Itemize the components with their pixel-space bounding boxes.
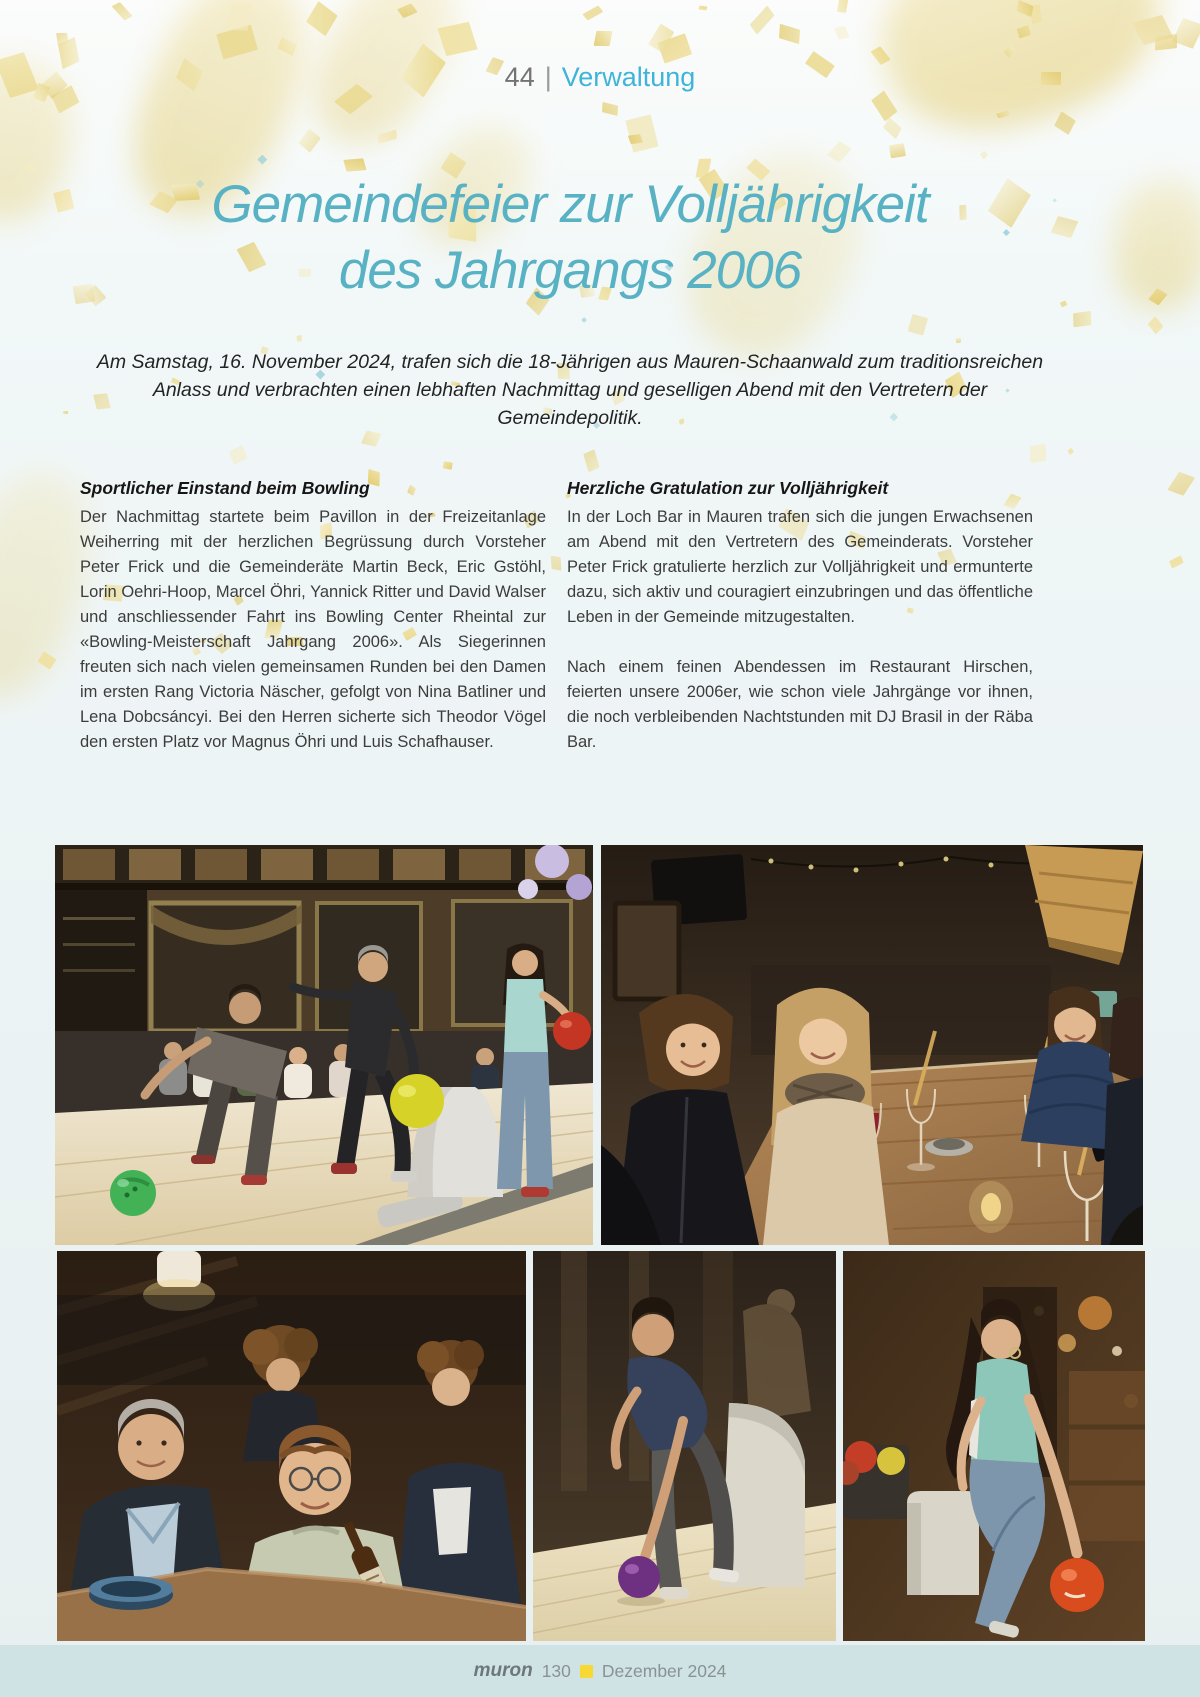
photo-bowling-alley-action: [55, 845, 593, 1245]
column-left: [80, 478, 546, 755]
bar-table-illustration: [601, 845, 1143, 1245]
page-number: 44: [504, 62, 535, 92]
purple-ball-illustration: [533, 1251, 836, 1641]
red-ball-illustration: [843, 1251, 1145, 1641]
title-line-2: des Jahrgangs 2006: [338, 241, 802, 300]
issue-number: 130: [541, 1660, 571, 1681]
ball-rack: [843, 1441, 909, 1519]
footer: [0, 1645, 1200, 1697]
green-bowling-ball: [110, 1170, 156, 1216]
lane-machine: [907, 1491, 979, 1595]
red-bowling-ball: [1050, 1558, 1104, 1612]
blue-bowl: [89, 1576, 173, 1610]
photo-bowling-purple-ball: [533, 1251, 836, 1641]
left-column-body: Der Nachmittag startete beim Pavillon in der Freizeitanlage Weiherring mit der herzlichen Begrüssung durch Vorsteher Peter Frick und die Gemeinderäte Martin Beck, Eric Gstöhl, Lorin Oehri-Hoop, Marcel Öhri, Yannick Ritter und David Walser und anschliessender Fahrt ins Bowling Center Rheintal zur «Bowling-Meisterschaft Jahrgang 2006». Als Siegerinnen freuten sich nach vielen gemeinsamen Runden bei den Damen im ersten Rang Victoria Näscher, gefolgt von Nina Batliner und Lena Dobcsáncyi. Bei den Herren sicherte sich Theodor Vögel den ersten Platz vor Magnus Öhri und Luis Schafhauser.: [80, 508, 546, 751]
photo-bowling-red-ball: [843, 1251, 1145, 1641]
photo-loch-bar-table: [601, 845, 1143, 1245]
title-line-1: Gemeindefeier zur Volljährigkeit: [211, 175, 929, 234]
footer-bullet-icon: [580, 1665, 593, 1678]
left-column-heading: Sportlicher Einstand beim Bowling: [80, 478, 370, 498]
lead-paragraph: Am Samstag, 16. November 2024, trafen sich die 18-Jährigen aus Mauren-Schaanwald zum traditionsreichen Anlass und verbrachten einen lebhaften Nachmittag und geselligen Abend mit den Vertretern der Gemeindepolitik.: [96, 351, 1044, 429]
photo-bar-friends: [57, 1251, 526, 1641]
bar-friends-illustration: [57, 1251, 526, 1641]
page-header: [0, 62, 1200, 93]
magazine-name: muron: [473, 1660, 533, 1681]
wall-frame: [615, 903, 679, 999]
right-column-paragraph-2: Nach einem feinen Abendessen im Restaurant Hirschen, feierten unsere 2006er, wie schon viele Jahrgänge vor ihnen, die noch verbleibenden Nachtstunden mit DJ Brasil in der Räba Bar.: [567, 658, 1033, 751]
section-label: Verwaltung: [561, 62, 696, 92]
right-column-heading: Herzliche Gratulation zur Volljährigkeit: [567, 478, 889, 498]
bowling-alley-illustration: [55, 845, 593, 1245]
right-column-paragraph-1: In der Loch Bar in Mauren trafen sich die jungen Erwachsenen am Abend mit den Vertretern des Gemeinderats. Vorsteher Peter Frick gratulierte herzlich zur Volljährigkeit und ermunterte dazu, sich aktiv und couragiert einzubringen und das öffentliche Leben in der Gemeinde mitzugestalten.: [567, 508, 1033, 626]
article-title: [80, 172, 1060, 304]
footer-date: Dezember 2024: [601, 1660, 727, 1681]
column-right: [567, 478, 1033, 755]
header-separator: |: [544, 62, 552, 92]
